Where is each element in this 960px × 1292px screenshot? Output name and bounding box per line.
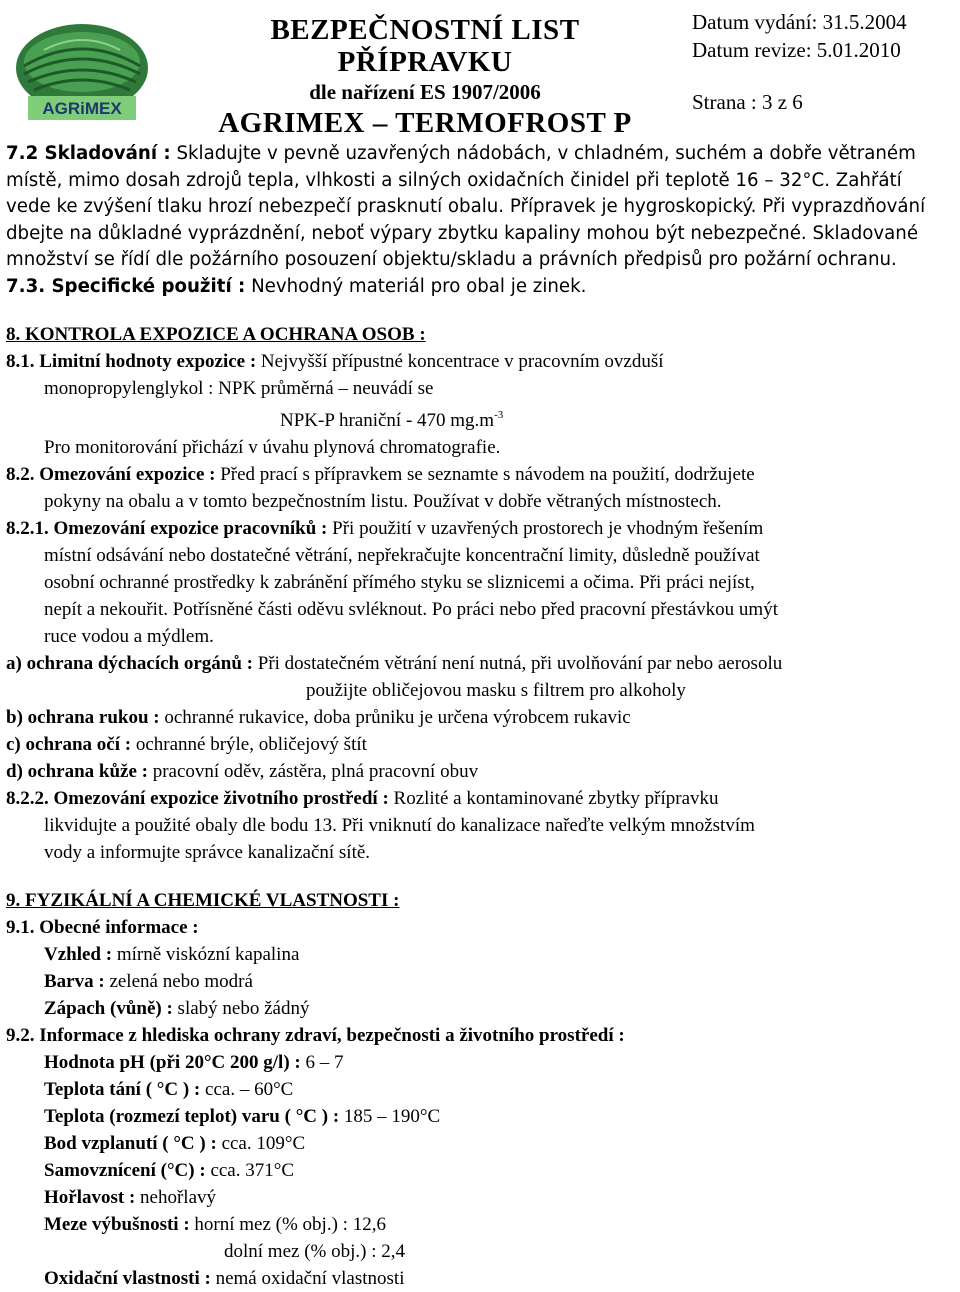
s72-line3: vede ke zvýšení tlaku hrozí nebezpečí prasknutí obalu. Přípravek je hygroskopický. Při vyprazdňování <box>6 196 926 218</box>
s822-line2: likvidujte a použité obaly dle bodu 13. Při vniknutí do kanalizace nařeďte velkým množstvím <box>44 814 755 836</box>
prop-oxidizing: Oxidační vlastnosti : nemá oxidační vlastnosti <box>44 1267 405 1289</box>
s81-line2: monopropylenglykol : NPK průměrná – neuvádí se <box>44 377 434 399</box>
document-header <box>0 0 960 139</box>
s82-line2: pokyny na obalu a v tomto bezpečnostním listu. Používat v dobře větraných místnostech. <box>44 490 722 512</box>
s821-line5: ruce vodou a mýdlem. <box>44 625 214 647</box>
s822-line3: vody a informujte správce kanalizační sítě. <box>44 841 371 863</box>
s81-line3: NPK-P hraniční - 470 $mg.m^{-3}$ <box>280 408 504 431</box>
section-8-heading: 8. KONTROLA EXPOZICE A OCHRANA OSOB : <box>6 323 426 345</box>
s72-line2: místě, mimo dosah zdrojů tepla, vlhkosti a silných oxidačních činidel při teplotě 16 – 32°C. Zahřátí <box>6 169 902 191</box>
protect-hands: b) ochrana rukou : ochranné rukavice, doba průniku je určena výrobcem rukavic <box>6 706 631 728</box>
protect-eyes: c) ochrana očí : ochranné brýle, obličejový štít <box>6 733 367 755</box>
s72-line5: množství se řídí dle požárního posouzení objektu/skladu a právních předpisů pro požární ochranu. <box>6 249 897 271</box>
regulation-subtitle: dle nařízení ES 1907/2006 <box>309 80 541 104</box>
issue-date: Datum vydání: 31.5.2004 <box>692 10 907 34</box>
s72-line4: dbejte na důkladné vyprázdnění, neboť výpary zbytku kapaliny mohou být nebezpečné. Skladované <box>6 222 919 244</box>
protect-respiratory: a) ochrana dýchacích orgánů : Při dostatečném větrání není nutná, při uvolňování par nebo aerosolu <box>6 652 783 674</box>
section-9-heading: 9. FYZIKÁLNÍ A CHEMICKÉ VLASTNOSTI : <box>6 889 400 911</box>
document-body <box>6 141 956 1292</box>
prop-flash-point: Bod vzplanutí ( °C ) : cca. 109°C <box>44 1132 306 1154</box>
prop-odor: Zápach (vůně) : slabý nebo žádný <box>44 997 310 1019</box>
prop-flammability: Hořlavost : nehořlavý <box>44 1186 217 1208</box>
prop-autoignition: Samovznícení (°C) : cca. 371°C <box>44 1159 295 1181</box>
protect-skin: d) ochrana kůže : pracovní oděv, zástěra, plná pracovní obuv <box>6 760 479 782</box>
product-name: AGRIMEX – TERMOFROST P <box>218 107 632 139</box>
svg-text:AGRiMEX: AGRiMEX <box>42 99 122 118</box>
prop-boiling-point: Teplota (rozmezí teplot) varu ( °C ) : 185 – 190°C <box>44 1105 441 1127</box>
document-title: BEZPEČNOSTNÍ LIST PŘÍPRAVKU <box>270 14 580 78</box>
s91-heading: 9.1. Obecné informace : <box>6 916 199 938</box>
prop-explosive-lower: dolní mez (% obj.) : 2,4 <box>224 1240 405 1262</box>
prop-ph: Hodnota pH (při 20°C 200 g/l) : 6 – 7 <box>44 1051 344 1073</box>
s821-line3: osobní ochranné prostředky k zabránění přímého styku se sliznicemi a očima. Při práci nejíst, <box>44 571 755 593</box>
s73-line: 7.3. Specifické použití : Nevhodný materiál pro obal je zinek. <box>6 275 587 297</box>
protect-respiratory-line2: použijte obličejovou masku s filtrem pro alkoholy <box>306 679 686 701</box>
s82-line1: 8.2. Omezování expozice : Před prací s přípravkem se seznamte s návodem na použití, dodržujete <box>6 463 755 485</box>
page-number: Strana : 3 z 6 <box>692 90 803 114</box>
s821-line1: 8.2.1. Omezování expozice pracovníků : Při použití v uzavřených prostorech je vhodným řešením <box>6 517 764 539</box>
prop-color: Barva : zelená nebo modrá <box>44 970 253 992</box>
prop-explosive-limits: Meze výbušnosti : horní mez (% obj.) : 12,6 <box>44 1213 386 1235</box>
header-meta <box>692 8 952 116</box>
s92-heading: 9.2. Informace z hlediska ochrany zdraví, bezpečnosti a životního prostředí : <box>6 1024 625 1046</box>
s821-line4: nepít a nekouřit. Potřísněné části oděvu svléknout. Po práci nebo před pracovní přestávkou umýt <box>44 598 778 620</box>
s822-line1: 8.2.2. Omezování expozice životního prostředí : Rozlité a kontaminované zbytky přípravku <box>6 787 719 809</box>
revision-date: Datum revize: 5.01.2010 <box>692 38 901 62</box>
s821-line2: místní odsávání nebo dostatečné větrání, nepřekračujte koncentrační limity, důsledně používat <box>44 544 760 566</box>
prop-appearance: Vzhled : mírně viskózní kapalina <box>44 943 300 965</box>
s81-line1: 8.1. Limitní hodnoty expozice : Nejvyšší přípustné koncentrace v pracovním ovzduší <box>6 350 664 372</box>
s72-line1: 7.2 Skladování : Skladujte v pevně uzavřených nádobách, v chladném, suchém a dobře větraném <box>6 143 916 164</box>
header-title-block <box>180 14 670 140</box>
s81-line4: Pro monitorování přichází v úvahu plynová chromatografie. <box>44 436 501 458</box>
prop-melting-point: Teplota tání ( °C ) : cca. – 60°C <box>44 1078 294 1100</box>
agrimex-logo <box>14 22 150 126</box>
